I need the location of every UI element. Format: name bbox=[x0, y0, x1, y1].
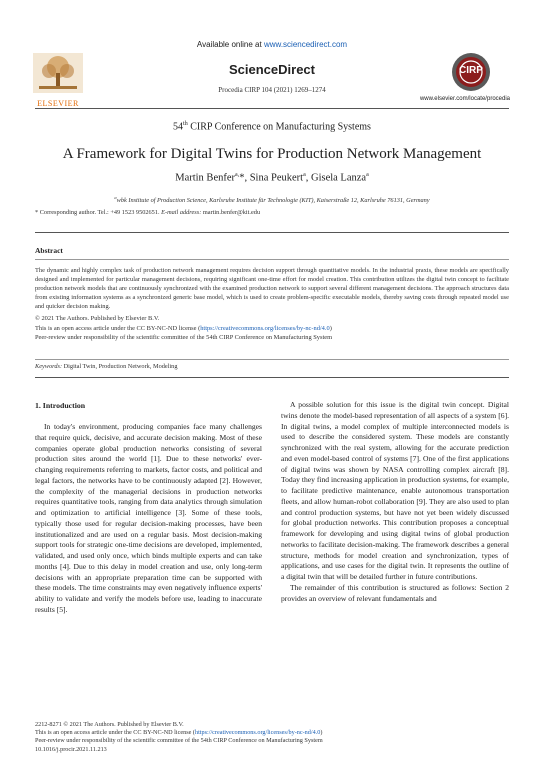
copyright-line: © 2021 The Authors. Published by Elsevier B.V. bbox=[35, 315, 160, 323]
conference-name: 54th CIRP Conference on Manufacturing Systems bbox=[173, 121, 371, 133]
footer-doi[interactable]: 10.1016/j.procir.2021.11.213 bbox=[35, 745, 107, 753]
corresponding-author: * Corresponding author. Tel.: +49 1523 9502651. E-mail address: martin.benfer@kit.edu bbox=[35, 209, 261, 216]
intro-paragraph-2: A possible solution for this issue is the digital twin concept. Digital twins denote the model-based representation of all aspects of a system [6]. In digital twins, a model complex of multiple interconnected models is used to describe the considered system. These models are constantly synchronized with the real system, allowing for the accurate prediction and even model-based control of systems [7]. One of the first applications of digital twins was shown by NASA controlling complex aircraft [8]. Today they find increasing application in production systems, for example, to facilitate predictive maintenance, enable autonomous transportation fleets, and allow human-robot collaboration [9]. They are also used to plan and control production systems, but have not yet been widely discussed for global production networks. This contribution proposes a conceptual framework for developing and using digital twins of global production networks to facilitate decision-making. The framework describes a general structure, methods for model creation and synchronization, types of applications, and use cases for the digital twin. It represents the outline of a digital twin that will be detailed further in future contributions. bbox=[281, 400, 509, 581]
footer-peer-review: Peer-review under responsibility of the scientific committee of the 54th CIRP Conference on Manufacturing System bbox=[35, 737, 323, 745]
header-rule bbox=[35, 108, 509, 109]
sciencedirect-brand: ScienceDirect bbox=[229, 62, 315, 77]
keywords-rule-bottom bbox=[35, 377, 509, 378]
license-line: This is an open access article under the CC BY-NC-ND license (https://creativecommons.org/licenses/by-nc-nd/4.0) bbox=[35, 324, 332, 332]
peer-review-line: Peer-review under responsibility of the scientific committee of the 54th CIRP Conference on Manufacturing System bbox=[35, 333, 333, 341]
journal-url[interactable]: www.elsevier.com/locate/procedia bbox=[419, 96, 510, 102]
intro-left-column bbox=[35, 422, 262, 616]
elsevier-wordmark: ELSEVIER bbox=[37, 99, 79, 108]
abstract-text: The dynamic and highly complex task of production network management requires decision support through quantitative models. In the industrial praxis, these models are specifically designed and implemented for particular management decisions, requiring significant one-time effort for model creation. This contribution utilizes the digital twin concept to facilitate production network models that are continuously synchronized with the examined production network to support several different management decisions. The approach structures data from existing information systems as a synchronized generic base model, which is used to create problem-specific executable models, thereby saving costs through repeated model use and quicker decision making. bbox=[35, 267, 509, 311]
abstract-block bbox=[35, 266, 509, 342]
intro-paragraph-1: In today's environment, producing companies face many challenges that require quick, decisive, and accurate decision making. Most of these companies operate global production networks consisting of several production sites around the world [1]. Due to these networks' ever-changing requirements referring to markets, factor costs, and political and legal factors, the networks have to be continuously adapted [2]. However, the complexity of the managerial decisions in production networks requires quantitative tools, ranging from data analytics through simulation and optimization to artificial intelligence [3]. Some of these tools, typically those used for regular decision-making processes, have been institutionalized and are used on a regular basis. Most decision-making support tools for strategic one-time decisions are developed, implemented, validated, and used only once, which binds multiple experts and can take months [4]. Due to this delay in model creation and use, only long-term decisions with an appropriate preparation time can be supported with these models. The time constraints may even negatively influence experts' ability to validate and verify the models before use, leading to inaccurate results [5]. bbox=[35, 422, 262, 614]
title-rule bbox=[35, 232, 509, 233]
paper-title: A Framework for Digital Twins for Production Network Management bbox=[62, 146, 482, 162]
affiliation: $^a$wbk Institute of Production Science, Karlsruhe Institute für Technologie (KIT), Kaiserstraße 12, Karlsruhe 76131, Germany bbox=[114, 195, 430, 205]
cirp-logo-text: CIRP bbox=[459, 65, 483, 76]
abstract-heading-rule bbox=[35, 259, 509, 260]
intro-right-column bbox=[281, 400, 509, 604]
abstract-heading: Abstract bbox=[35, 246, 63, 255]
cirp-logo bbox=[451, 52, 491, 92]
intro-heading: 1. Introduction bbox=[35, 401, 86, 410]
keywords-rule-top bbox=[35, 359, 509, 360]
footer-issn: 2212-8271 © 2021 The Authors. Published by Elsevier B.V. bbox=[35, 721, 184, 728]
license-link[interactable]: https://creativecommons.org/licenses/by-nc-nd/4.0 bbox=[200, 324, 330, 332]
footer-license: This is an open access article under the CC BY-NC-ND license (https://creativecommons.org/licenses/by-nc-nd/4.0) bbox=[35, 729, 323, 737]
keywords: Keywords: Digital Twin, Production Network, Modeling bbox=[35, 363, 178, 370]
footer-license-link[interactable]: https://creativecommons.org/licenses/by-nc-nd/4.0 bbox=[194, 729, 321, 737]
footer-block bbox=[35, 721, 509, 754]
intro-paragraph-3: The remainder of this contribution is structured as follows: Section 2 provides an overview of relevant fundamentals and bbox=[281, 582, 509, 603]
journal-reference: Procedia CIRP 104 (2021) 1269–1274 bbox=[218, 86, 326, 94]
author-list: Martin Benfer$^{a,}$*, Sina Peukert$^a$, Gisela Lanza$^a$ bbox=[175, 172, 369, 184]
sciencedirect-link[interactable]: www.sciencedirect.com bbox=[263, 40, 348, 49]
available-online: Available online at www.sciencedirect.com bbox=[196, 40, 348, 49]
